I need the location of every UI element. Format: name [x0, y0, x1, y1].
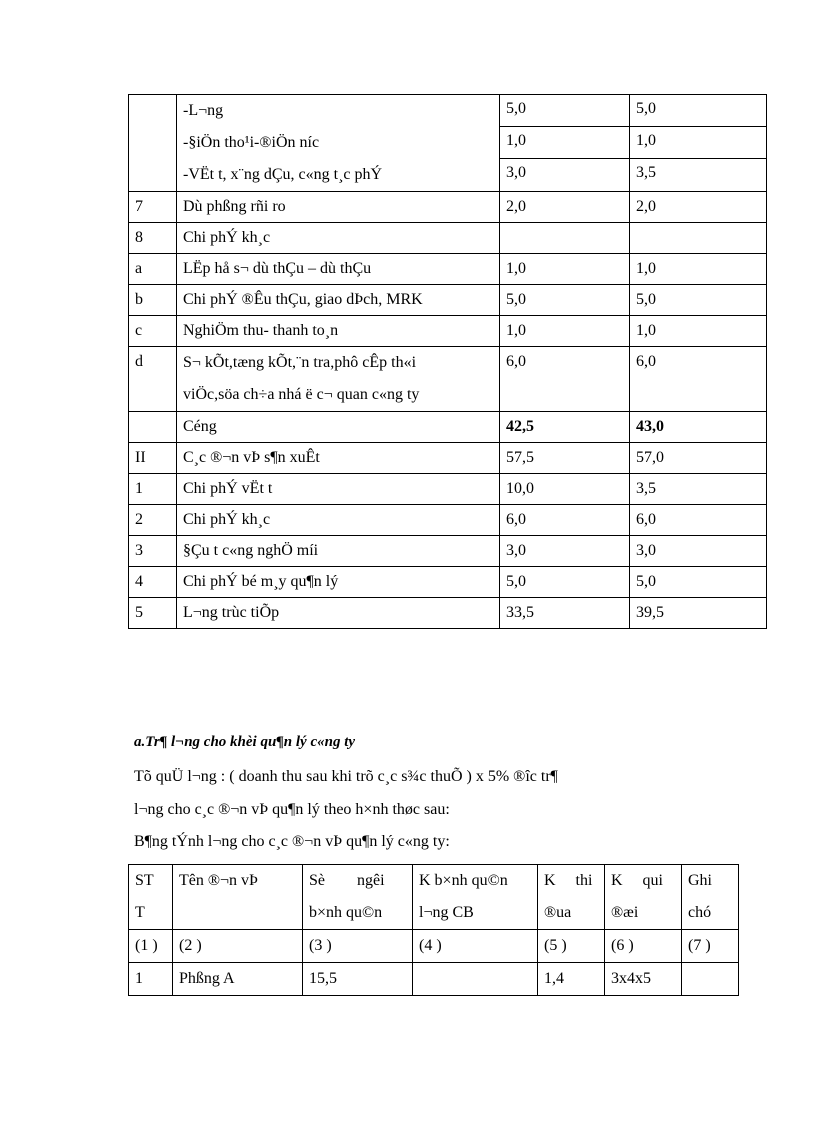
row-item: C¸c ®¬n vÞ s¶n xuÊt [177, 443, 500, 474]
header-line: K qui [611, 872, 663, 889]
row-item: §Çu t c«ng nghÖ míi [177, 536, 500, 567]
group-item: -§iÖn tho¹i-®iÖn níc [183, 134, 320, 151]
table-row [129, 412, 767, 443]
header-line: ®æi [611, 904, 639, 921]
row-value-1: 6,0 [500, 347, 630, 412]
row-item: L¬ng trùc tiÕp [177, 598, 500, 629]
row-value-1: 5,0 [500, 285, 630, 316]
cost-table [128, 94, 767, 629]
row-number: 8 [129, 223, 177, 254]
row-value-2: 1,0 [630, 316, 767, 347]
row-value-2: 1,0 [630, 254, 767, 285]
column-header [129, 865, 173, 930]
index-cell: (4 ) [413, 930, 538, 963]
table-cell: Phßng A [173, 963, 303, 996]
table-row [129, 598, 767, 629]
index-cell: (2 ) [173, 930, 303, 963]
row-number: a [129, 254, 177, 285]
header-line: Sè ngêi [309, 872, 385, 889]
table-cell: 15,5 [303, 963, 413, 996]
row-number: 4 [129, 567, 177, 598]
row-value-2: 5,0 [630, 285, 767, 316]
table-cell [129, 412, 177, 443]
row-value-2: 6,0 [630, 505, 767, 536]
table-cell [413, 963, 538, 996]
table-row [129, 316, 767, 347]
table-row [129, 254, 767, 285]
table-cell: 1 [129, 963, 173, 996]
index-cell: (7 ) [682, 930, 739, 963]
row-value-1: 57,5 [500, 443, 630, 474]
row-value-1: 5,0 [500, 567, 630, 598]
row-item-line: viÖc,söa ch÷a nhá ë c¬ quan c«ng ty [183, 386, 420, 403]
row-number: 5 [129, 598, 177, 629]
row-value-2: 5,0 [630, 567, 767, 598]
table-cell [500, 95, 630, 192]
row-value-1: 1,0 [500, 316, 630, 347]
group-item: -L¬ng [183, 102, 224, 119]
table-row [129, 963, 739, 996]
header-line: K b×nh qu©n [419, 872, 508, 889]
column-header [538, 865, 605, 930]
row-value-1: 2,0 [500, 192, 630, 223]
table-row [129, 95, 767, 192]
row-value-1 [500, 223, 630, 254]
table-row [129, 536, 767, 567]
header-line: b×nh qu©n [309, 904, 383, 921]
paragraph: l¬ng cho c¸c ®¬n vÞ qu¶n lý theo h×nh thøc sau: [134, 801, 450, 818]
row-value-1: 6,0 [500, 505, 630, 536]
group-value: 5,0 [630, 95, 766, 127]
table-header-row [129, 865, 739, 930]
row-number: II [129, 443, 177, 474]
header-line: T [135, 904, 145, 921]
table-row [129, 443, 767, 474]
table-cell [129, 95, 177, 192]
column-header [413, 865, 538, 930]
salary-table [128, 864, 739, 996]
group-value: 3,5 [636, 164, 656, 181]
total-value-2: 43,0 [630, 412, 767, 443]
row-number: 3 [129, 536, 177, 567]
row-item: Chi phÝ kh¸c [177, 223, 500, 254]
table-cell [630, 95, 767, 192]
paragraph: B¶ng tÝnh l¬ng cho c¸c ®¬n vÞ qu¶n lý c«ng ty: [134, 833, 450, 850]
index-cell: (5 ) [538, 930, 605, 963]
index-cell: (6 ) [605, 930, 682, 963]
row-number: b [129, 285, 177, 316]
table-cell: 3x4x5 [605, 963, 682, 996]
row-item: Dù phßng rñi ro [177, 192, 500, 223]
index-cell: (3 ) [303, 930, 413, 963]
header-line: l¬ng CB [419, 904, 474, 921]
header-line: ST [135, 872, 154, 889]
column-header [605, 865, 682, 930]
row-item: Chi phÝ vËt t [177, 474, 500, 505]
row-item: Chi phÝ bé m¸y qu¶n lý [177, 567, 500, 598]
total-value-1: 42,5 [500, 412, 630, 443]
row-value-1: 10,0 [500, 474, 630, 505]
row-value-2: 39,5 [630, 598, 767, 629]
row-number: d [129, 347, 177, 412]
row-item: LËp hå s¬ dù thÇu – dù thÇu [177, 254, 500, 285]
header-line: K thi [544, 872, 593, 889]
section-heading: a.Tr¶ l¬ng cho khèi qu¶n lý c«ng ty [134, 734, 356, 750]
row-value-2: 2,0 [630, 192, 767, 223]
row-number: 2 [129, 505, 177, 536]
row-value-2: 6,0 [630, 347, 767, 412]
group-item: -VËt t, x¨ng dÇu, c«ng t¸c phÝ [183, 166, 383, 183]
row-item-line: S¬ kÕt,tæng kÕt,¨n tra,phô cÊp th«i [183, 354, 417, 371]
column-header [303, 865, 413, 930]
table-row [129, 567, 767, 598]
table-row [129, 285, 767, 316]
row-value-1: 3,0 [500, 536, 630, 567]
table-row [129, 474, 767, 505]
header-line: Tên ®¬n vÞ [179, 872, 258, 889]
column-header [682, 865, 739, 930]
total-label: Céng [177, 412, 500, 443]
row-item: Chi phÝ kh¸c [177, 505, 500, 536]
group-value: 1,0 [630, 127, 766, 159]
paragraph: Tõ quÜ l¬ng : ( doanh thu sau khi trõ c¸c s¾c thuÕ ) x 5% ®îc tr¶ [134, 768, 558, 785]
row-item: Chi phÝ ®Êu thÇu, giao dÞch, MRK [177, 285, 500, 316]
row-value-2: 3,0 [630, 536, 767, 567]
index-cell: (1 ) [129, 930, 173, 963]
table-cell [682, 963, 739, 996]
header-line: Ghi [688, 872, 712, 889]
group-value: 1,0 [500, 127, 629, 159]
row-value-1: 1,0 [500, 254, 630, 285]
group-value: 3,0 [506, 164, 526, 181]
table-row [129, 223, 767, 254]
header-line: chó [688, 904, 712, 921]
table-cell [177, 95, 500, 192]
table-row [129, 192, 767, 223]
table-row [129, 505, 767, 536]
table-row [129, 347, 767, 412]
row-value-2 [630, 223, 767, 254]
table-cell: 1,4 [538, 963, 605, 996]
group-value: 5,0 [500, 95, 629, 127]
table-row [129, 930, 739, 963]
column-header [173, 865, 303, 930]
header-line: ®ua [544, 904, 572, 921]
row-item: NghiÖm thu- thanh to¸n [177, 316, 500, 347]
row-number: 7 [129, 192, 177, 223]
row-value-2: 3,5 [630, 474, 767, 505]
row-value-2: 57,0 [630, 443, 767, 474]
row-number: c [129, 316, 177, 347]
row-item [177, 347, 500, 412]
row-value-1: 33,5 [500, 598, 630, 629]
row-number: 1 [129, 474, 177, 505]
